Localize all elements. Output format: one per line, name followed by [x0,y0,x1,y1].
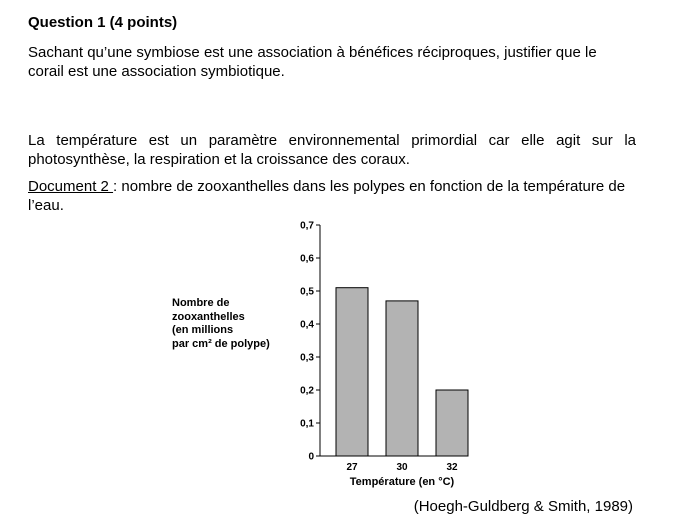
x-tick-label: 32 [446,462,458,473]
bar [436,390,468,456]
y-label-line: par cm² de polype) [172,337,270,350]
question-title: Question 1 (4 points) [28,14,178,31]
context-paragraph: La température est un paramètre environnemental primordial car elle agit sur la photosynthèse, la respiration et la croissance des coraux. [28,132,636,168]
chart-y-axis-label [172,297,270,351]
citation: (Hoegh-Guldberg & Smith, 1989) [413,498,633,515]
document-separator: : [113,178,122,195]
y-tick-label: 0,2 [300,385,314,397]
bar [386,301,418,456]
y-tick-label: 0,6 [300,253,314,265]
question-text: Sachant qu’une symbiose est une association à bénéfices réciproques, justifier que le corail est une association symbiotique. [28,44,597,80]
y-tick-label: 0,4 [300,319,314,331]
y-tick-label: 0,1 [300,418,314,430]
y-label-line: Nombre de [172,297,230,309]
document-description: nombre de zooxanthelles dans les polypes en fonction de la température de l’eau. [28,178,626,214]
y-tick-label: 0 [308,451,314,463]
document-caption [28,177,636,215]
y-label-line: (en millions [172,324,234,336]
document-reference: Document 2 [28,178,114,195]
y-tick-label: 0,7 [300,220,314,232]
bar-chart [280,212,500,492]
y-tick-label: 0,5 [300,286,314,298]
x-tick-label: 27 [346,462,358,473]
bar [336,288,368,456]
y-tick-label: 0,3 [300,352,314,364]
x-axis-title: Température (en °C) [349,476,455,488]
x-tick-label: 30 [396,462,408,473]
y-label-line: zooxanthelles [172,310,245,323]
